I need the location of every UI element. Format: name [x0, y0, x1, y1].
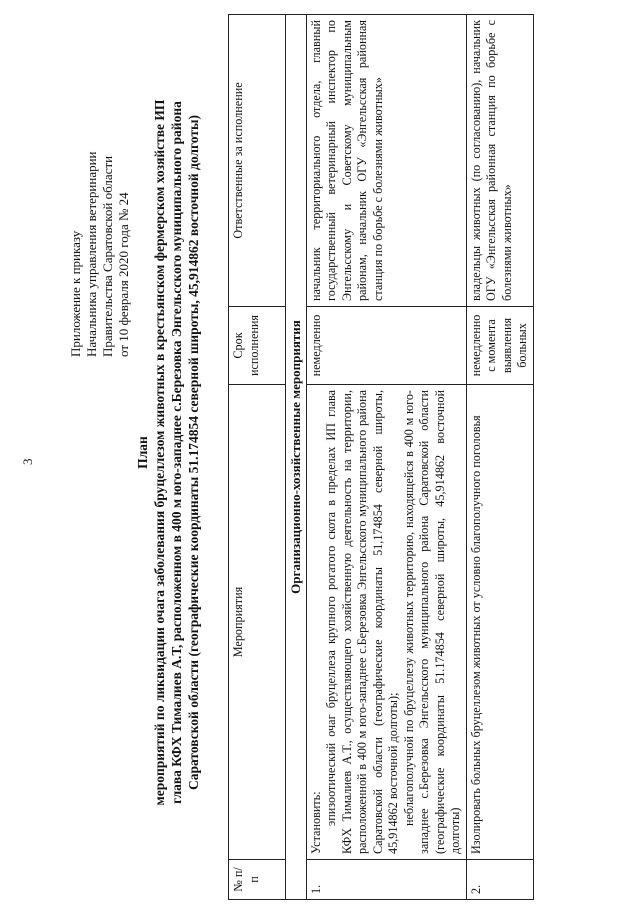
row-responsible: начальник территориального отдела, главный государственный ветеринарный инспектор по Энгельсскому и Советскому муниципальным районам, начальник ОГУ «Энгельсская районная станция по борьбе с болезнями животных»	[306, 15, 466, 307]
header-num: № п/п	[229, 860, 286, 900]
title-line: глава КФХ Тималиев А.Т, расположенном в 400 м юго-западнее с.Березовка Энгельсского муниципального района	[169, 101, 184, 804]
measures-table	[228, 14, 534, 900]
row-term: немедленно с момента выявления больных	[466, 307, 533, 385]
section-row	[286, 15, 307, 900]
row-num: 2.	[466, 860, 533, 900]
approval-line: Начальника управления ветеринарии	[84, 151, 99, 357]
measure-intro: Установить:	[308, 791, 323, 854]
header-responsible: Ответственные за исполнение	[229, 15, 286, 307]
title-line: мероприятий по ликвидации очага заболевания бруцеллезом животных в крестьянском фермерском хозяйстве ИП	[152, 99, 167, 806]
approval-line: Правительства Саратовской области	[100, 155, 115, 357]
row-measure: Изолировать больных бруцеллезом животных от условно благополучного поголовья	[466, 385, 533, 860]
approval-line: от 10 февраля 2020 года № 24	[116, 192, 131, 357]
row-measure	[306, 385, 466, 860]
table-row	[306, 15, 466, 900]
approval-block	[68, 27, 132, 357]
table-row	[466, 15, 533, 900]
document-title	[134, 20, 202, 885]
title-line: Саратовской области (географические координаты 51.174854 северной широты, 45,914862 восточной долготы)	[186, 114, 201, 791]
measure-paragraph: эпизоотический очаг бруцеллеза крупного рогатого скота в пределах ИП глава КФХ Тималиев А.Т., осуществляющего хозяйственную деятельность на территории, расположенной в 400 м юго-западнее с.Березовка Энгельсского муниципального района Саратовской области (географические координаты 51,174854 северной широты, 45,914862 восточной долготы);	[324, 390, 400, 854]
header-term: Срок исполнения	[229, 307, 286, 385]
row-num: 1.	[306, 860, 466, 900]
title-heading: План	[135, 436, 150, 469]
section-title: Организационно-хозяйственные мероприятия	[286, 15, 307, 900]
row-responsible: владельцы животных (по согласованию), начальник ОГУ «Энгельсская районная станция по борьбе с болезнями животных»	[466, 15, 533, 307]
page-number: 3	[20, 458, 35, 465]
measure-paragraph: неблагополучной по бруцеллезу животных территорию, находящейся в 400 м юго-западнее с.Березовка Энгельсского муниципального района Саратовской области (географические координаты 51.174854 северной широты, 45,914862 восточной долготы)	[401, 390, 462, 854]
row-term: немедленно	[306, 307, 466, 385]
header-measures: Мероприятия	[229, 385, 286, 860]
approval-line: Приложение к приказу	[68, 230, 83, 357]
table-header-row	[229, 15, 286, 900]
